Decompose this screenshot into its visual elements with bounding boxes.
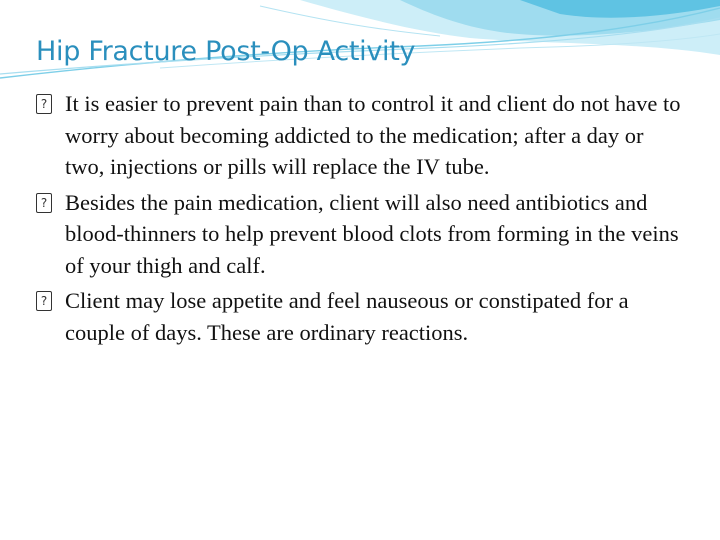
bullet-text-2: Besides the pain medication, client will also need antibiotics and blood-thinners to help prevent blood clots from forming in the veins of your thigh and calf. <box>65 189 679 278</box>
missing-glyph-bullet-icon: ? <box>36 94 52 114</box>
bullet-item-3 <box>36 285 686 348</box>
bullet-text-3: Client may lose appetite and feel nauseous or constipated for a couple of days. These are ordinary reactions. <box>65 288 629 345</box>
missing-glyph-bullet-icon: ? <box>36 193 52 213</box>
bullet-item-2 <box>36 187 686 282</box>
bullet-list <box>36 88 686 352</box>
bullet-text-1: It is easier to prevent pain than to control it and client do not have to worry about becoming addicted to the medication; after a day or two, injections or pills will replace the IV tube. <box>65 91 681 179</box>
bullet-item-1 <box>36 88 686 183</box>
slide-title: Hip Fracture Post-Op Activity <box>36 36 416 67</box>
missing-glyph-bullet-icon: ? <box>36 291 52 311</box>
